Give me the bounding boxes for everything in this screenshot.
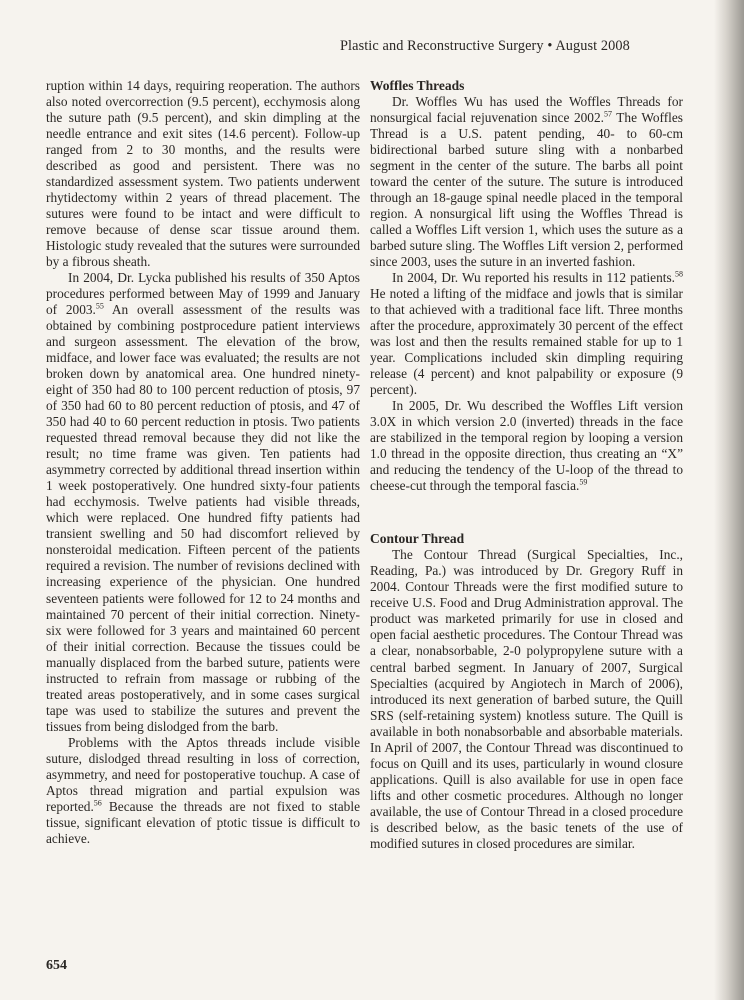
header-separator: • <box>547 38 553 54</box>
journal-title: Plastic and Reconstructive Surgery <box>340 38 544 54</box>
reference-superscript: 56 <box>93 798 102 808</box>
body-paragraph: In 2004, Dr. Wu reported his results in 112 patients.$^{58}$ He noted a lifting of the midface and jowls that is similar to that achieved with a traditional face lift. Three months after the procedure, approximately 30 percent of the effect was lost and then the results remained stable for up to 1 year. Complications included skin dimpling requiring release (4 percent) and knot palpability or exposure (9 percent). <box>370 269 683 398</box>
body-paragraph: Dr. Woffles Wu has used the Woffles Threads for nonsurgical facial rejuvenation since 2002.57 The Woffles Thread is a U.S. patent pending, 40- to 60-cm bidirectional barbed suture sling with a nonbarbed segment in the center of the suture. The barbs all point toward the center of the suture. The suture is introduced through an 18-gauge spinal needle placed in the temporal region. A nonsurgical lift using the Woffles Thread is called a Woffles Lift version 1, which uses the suture as a barbed suture sling. The Woffles Lift version 2, performed since 2003, uses the suture in an inverted fashion. <box>370 94 683 270</box>
right-column <box>370 78 683 852</box>
page-number: 654 <box>46 958 67 973</box>
running-head <box>340 38 680 55</box>
section-heading-contour-thread: Contour Thread <box>370 531 465 547</box>
book-gutter-shadow <box>714 0 744 1000</box>
reference-superscript: 59 <box>579 477 588 487</box>
body-paragraph: ruption within 14 days, requiring reoperation. The authors also noted overcorrection (9.5 percent), ecchymosis along the suture path (9.5 percent), and skin dimpling at the needle entrance and exit sites (14.6 percent). Follow-up ranged from 2 to 30 months, and the results were described as good and persistent. There was no standardized assessment system. Two patients underwent rhytidectomy within 2 years of thread placement. The sutures were found to be intact and were difficult to remove because of dense scar tissue around them. Histologic study revealed that the sutures were surrounded by a fibrous sheath. <box>46 78 360 270</box>
body-paragraph: Problems with the Aptos threads include visible suture, dislodged thread resulting in loss of correction, asymmetry, and need for postoperative touchup. A case of Aptos thread migration and partial expulsion was reported.$^{56}$ Because the threads are not fixed to stable tissue, significant elevation of ptotic tissue is difficult to achieve. <box>46 734 360 846</box>
left-column <box>46 78 360 847</box>
reference-superscript: 55 <box>95 301 104 311</box>
issue-date: August 2008 <box>555 38 630 54</box>
section-heading-woffles-threads: Woffles Threads <box>370 78 465 93</box>
reference-superscript: 57 <box>603 109 612 119</box>
body-paragraph: The Contour Thread (Surgical Specialties, Inc., Reading, Pa.) was introduced by Dr. Gregory Ruff in 2004. Contour Threads were the first modified suture to receive U.S. Food and Drug Administration approval. The product was marketed primarily for use in closed and open facial aesthetic procedures. The Contour Thread was a clear, nonabsorbable, 2-0 polypropylene suture with a central barbed segment. In January of 2007, Surgical Specialties (acquired by Angiotech in March of 2006), introduced its next generation of barbed suture, the Quill SRS (self-retaining system) knotless suture. The Quill is available in both nonabsorbable and absorbable materials. In April of 2007, the Contour Thread was discontinued to focus on Quill and its uses, particularly in wound closure applications. Quill is also available for use in open face lifts and other cosmetic procedures. Although no longer available, the use of Contour Thread in a closed procedure is described below, as the basic tenets of the use of modified sutures in closed procedures are similar. <box>370 547 683 851</box>
body-paragraph: In 2004, Dr. Lycka published his results of 350 Aptos procedures performed between May of 1999 and January of 2003.55 An overall assessment of the results was obtained by combining postprocedure patient interviews and surgeon assessment. The elevation of the brow, midface, and lower face was evaluated; the results are not broken down by anatomical area. One hundred ninety-eight of 350 had 80 to 100 percent reduction of ptosis, 97 of 350 had 60 to 80 percent reduction of ptosis, and 47 of 350 had 40 to 60 percent reduction in ptosis. Two patients requested thread removal because they did not like the result; no time frame was given. Ten patients had asymmetry corrected by additional thread insertion within 1 week postoperatively. One hundred sixty-four patients had ecchymosis. Twelve patients had visible threads, which were replaced. One hundred fifty patients had transient swelling and 50 had discomfort relieved by nonsteroidal medication. Fifteen percent of the patients required a revision. The number of revisions declined with increasing experience of the physician. One hundred seventeen patients were followed for 12 to 24 months and maintained 70 percent of their initial correction. Ninety-six were followed for 3 years and maintained 60 percent of their initial correction. Because the tissues could be manually displaced from the barbed suture, patients were instructed to refrain from massage or rubbing of the treated areas postoperatively, and in some cases surgical tape was used to stabilize the sutures and prevent the tissues from being dislodged from the barb. <box>46 270 360 734</box>
body-paragraph: In 2005, Dr. Wu described the Woffles Lift version 3.0X in which version 2.0 (inverted) threads in the face are stabilized in the temporal region by looping a version 1.0 thread in the opposite direction, thus creating an “X” and reducing the tendency of the U-loop of the thread to cheese-cut through the temporal fascia.$^{59}$ <box>370 398 683 494</box>
reference-superscript: 58 <box>675 269 683 279</box>
